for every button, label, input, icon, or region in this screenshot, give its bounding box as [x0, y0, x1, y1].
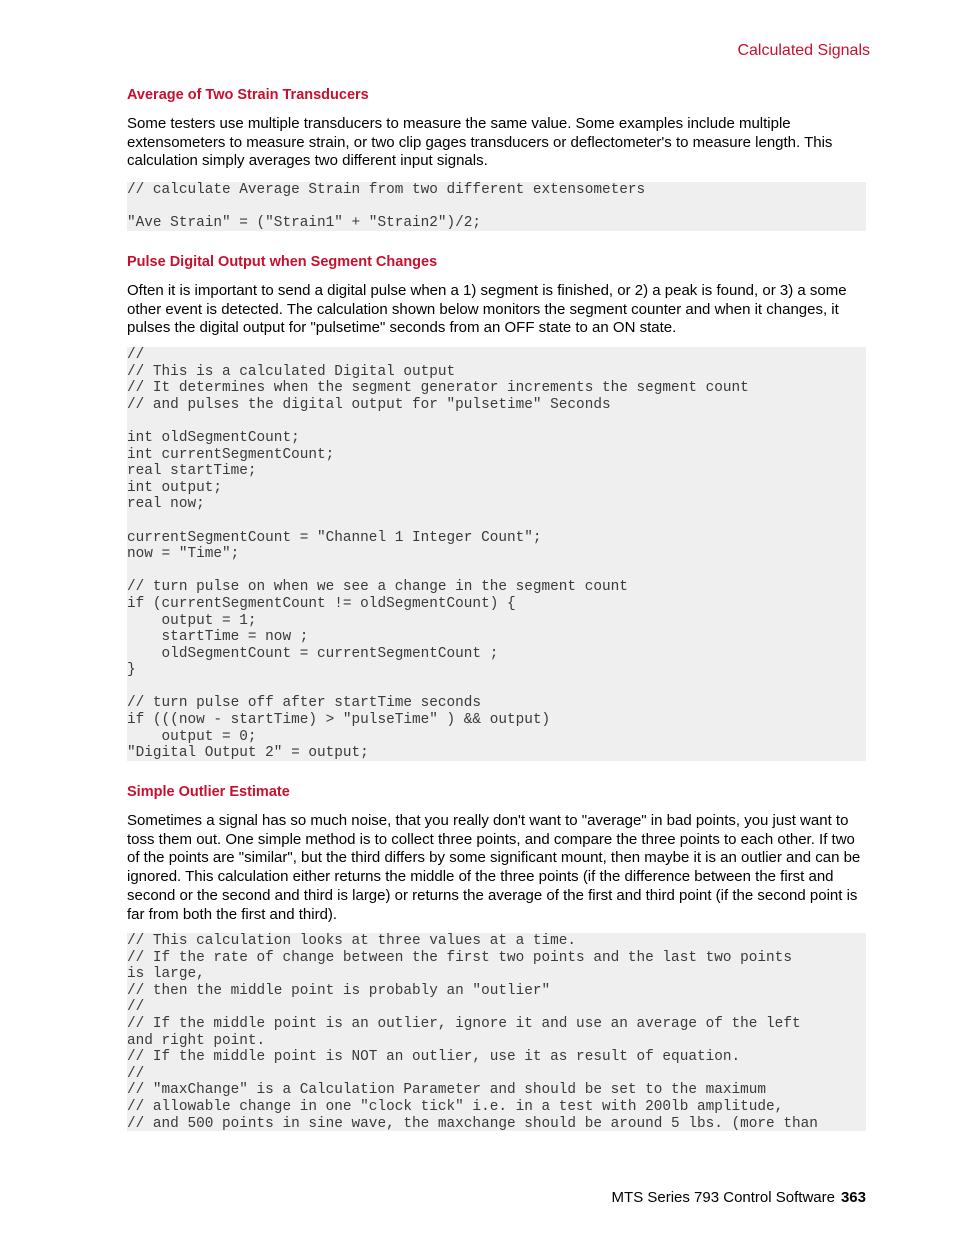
section-heading-average-strain: Average of Two Strain Transducers: [127, 87, 369, 103]
code-block-outlier: // This calculation looks at three values at a time. // If the rate of change between the first two points and the last two points is large, // then the middle point is probably an "outlier" // // If the middle point is an outlier, ignore it and use an average of the left and right point. // If the middle point is NOT an outlier, use it as result of equation. // // "maxChange" is a Calculation Parameter and should be set to the maximum // allowable change in one "clock tick" i.e. in a test with 200lb amplitude, // and 500 points in sine wave, the maxchange should be around 5 lbs. (more than: [127, 933, 866, 1131]
section-paragraph-pulse-digital: Often it is important to send a digital pulse when a 1) segment is finished, or 2) a peak is found, or 3) a some other event is detected. The calculation shown below monitors the segment counter and when it changes, it pulses the digital output for "pulsetime" seconds from an OFF state to an ON state.: [127, 282, 847, 337]
code-block-average-strain: // calculate Average Strain from two different extensometers "Ave Strain" = ("Strain1" + "Strain2")/2;: [127, 182, 866, 231]
section-heading-outlier: Simple Outlier Estimate: [127, 784, 290, 800]
code-block-pulse-digital: // // This is a calculated Digital output // It determines when the segment generator increments the segment count // and pulses the digital output for "pulsetime" Seconds int oldSegmentCount; int currentSegmentCount; real startTime; int output; real now; currentSegmentCount = "Channel 1 Integer Count"; now = "Time"; // turn pulse on when we see a change in the segment count if (currentSegmentCount != oldSegmentCount) { output = 1; startTime = now ; oldSegmentCount = currentSegmentCount ; } // turn pulse off after startTime seconds if (((now - startTime) > "pulseTime" ) && output) output = 0; "Digital Output 2" = output;: [127, 347, 866, 761]
section-paragraph-average-strain: Some testers use multiple transducers to measure the same value. Some examples include multiple extensometers to measure strain, or two clip gages transducers or deflectometer's to measure length. This calculation simply averages two different input signals.: [127, 115, 833, 170]
section-heading-pulse-digital: Pulse Digital Output when Segment Changes: [127, 254, 438, 270]
footer-page-number: 363: [840, 1189, 866, 1206]
section-paragraph-outlier: Sometimes a signal has so much noise, that you really don't want to "average" in bad points, you just want to toss them out. One simple method is to collect three points, and compare the three points to each other. If two of the points are "similar", but the third differs by some significant mount, then maybe it is an outlier and can be ignored. This calculation either returns the middle of the three points (if the difference between the first and second or the second and third is large) or returns the average of the first and third point (if the second point is far from both the first and third).: [127, 812, 861, 923]
footer-doc-title: MTS Series 793 Control Software: [611, 1189, 835, 1206]
page-footer: [612, 1189, 866, 1206]
running-header: Calculated Signals: [737, 42, 870, 59]
